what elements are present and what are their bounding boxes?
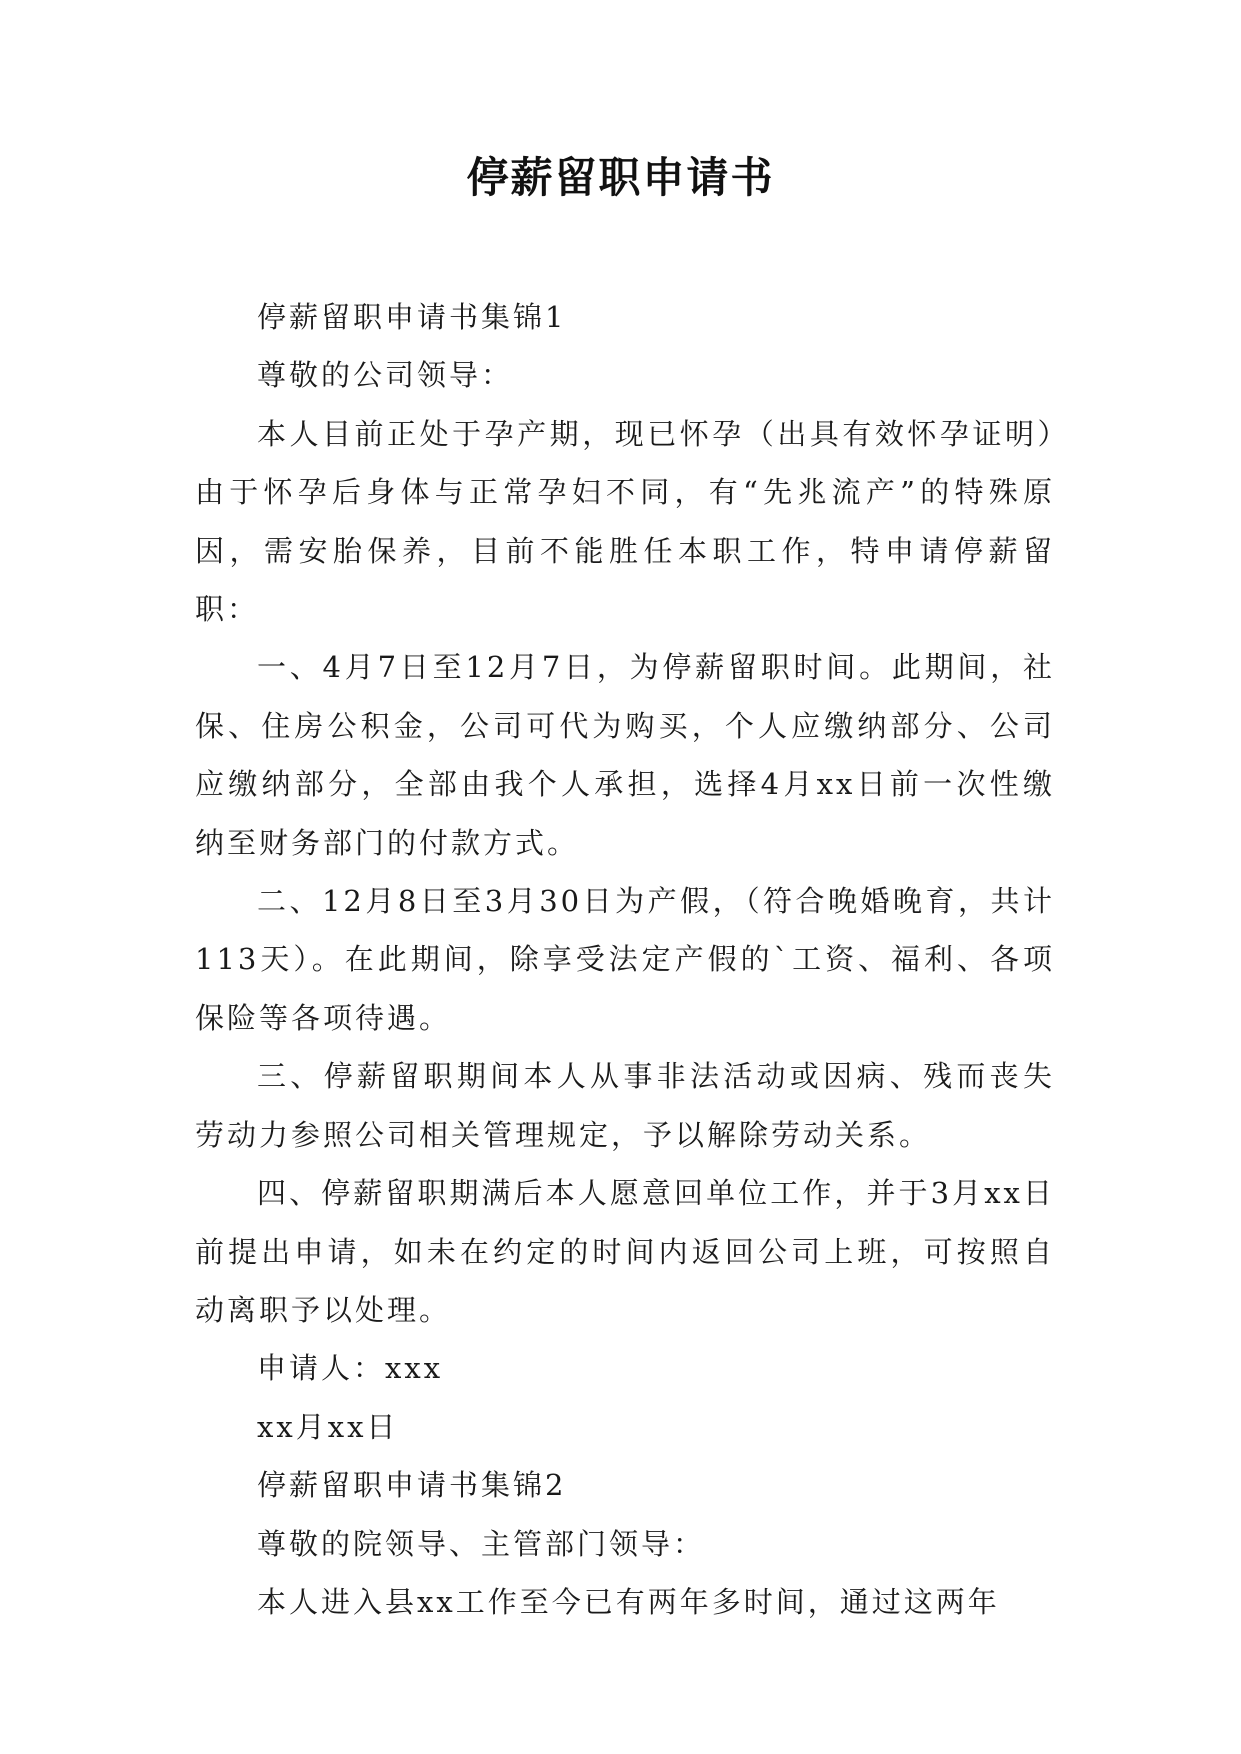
date-line: xx月xx日 xyxy=(257,1409,399,1444)
body-paragraph: 本人目前正处于孕产期，现已怀孕（出具有效怀孕证明）由于怀孕后身体与正常孕妇不同，有“先兆流产”的特殊原因，需安胎保养，目前不能胜任本职工作，特申请停薪留职： xyxy=(195,416,1055,627)
body-paragraph: 四、停薪留职期满后本人愿意回单位工作，并于3月xx日前提出申请，如未在约定的时间内返回公司上班，可按照自动离职予以处理。 xyxy=(195,1176,1055,1327)
salutation-1: 尊敬的公司领导： xyxy=(257,358,514,393)
applicant-line: 申请人：xxx xyxy=(257,1351,444,1386)
document-title: 停薪留职申请书 xyxy=(466,153,775,202)
document-body xyxy=(195,288,1055,1631)
body-paragraph: 三、停薪留职期间本人从事非法活动或因病、残而丧失劳动力参照公司相关管理规定，予以解除劳动关系。 xyxy=(195,1059,1055,1152)
section-heading-2: 停薪留职申请书集锦2 xyxy=(257,1468,567,1503)
body-paragraph: 二、12月8日至3月30日为产假，（符合晚婚晚育，共计113天）。在此期间，除享受法定产假的`工资、福利、各项保险等各项待遇。 xyxy=(195,884,1055,1035)
body-paragraph: 本人进入县xx工作至今已有两年多时间，通过这两年 xyxy=(257,1584,1000,1619)
body-paragraph: 一、4月7日至12月7日，为停薪留职时间。此期间，社保、住房公积金，公司可代为购买，个人应缴纳部分、公司应缴纳部分，全部由我个人承担，选择4月xx日前一次性缴纳至财务部门的付款方式。 xyxy=(195,650,1055,860)
section-heading-1: 停薪留职申请书集锦1 xyxy=(257,300,567,334)
salutation-2: 尊敬的院领导、主管部门领导： xyxy=(257,1526,706,1561)
